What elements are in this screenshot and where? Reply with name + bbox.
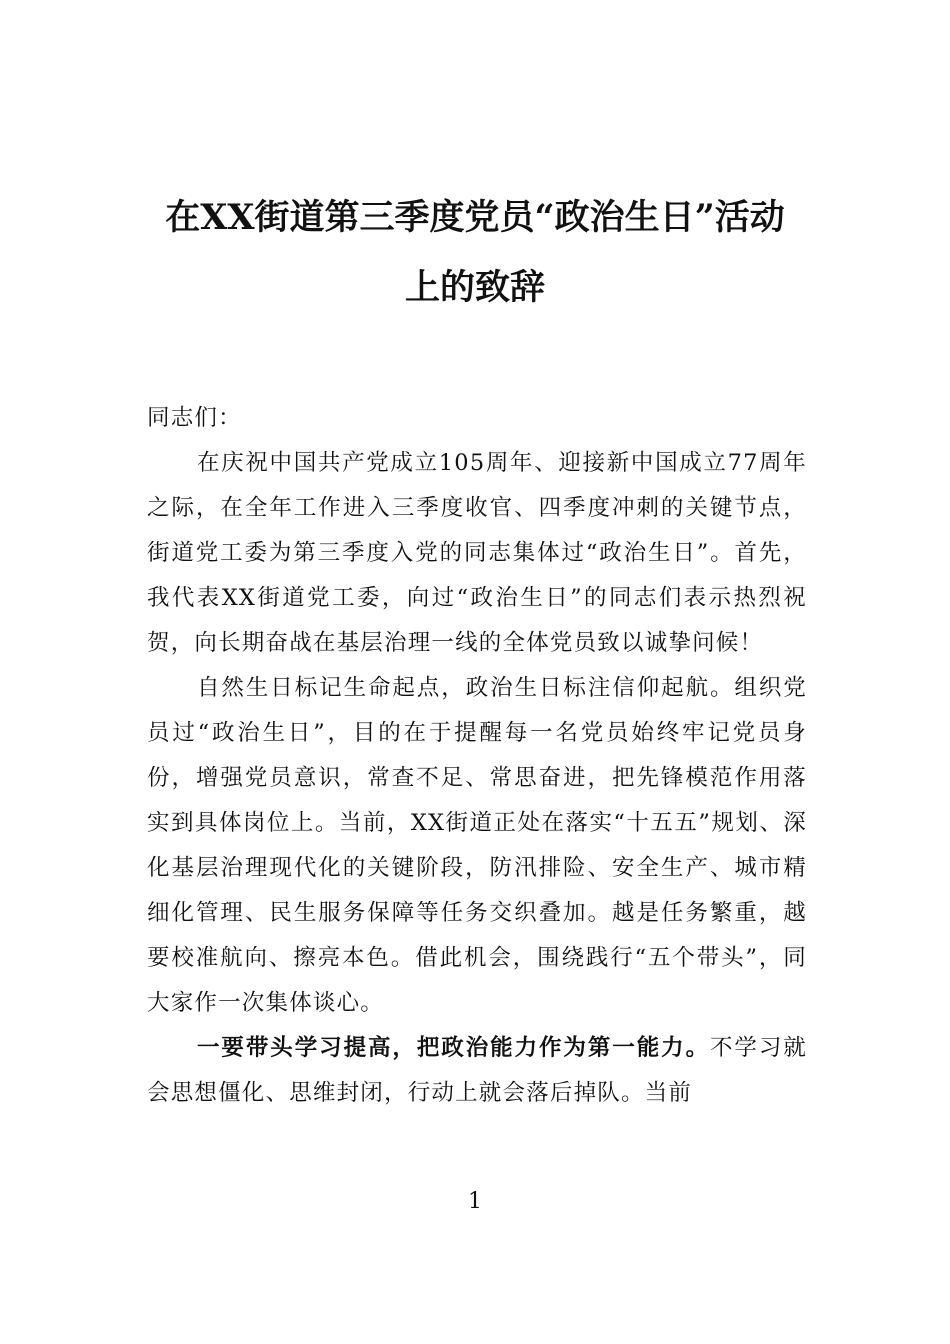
- document-title-line-2: 上的致辞: [404, 267, 545, 308]
- document-body: [147, 396, 807, 1116]
- salutation: 同志们：: [147, 405, 242, 431]
- document-title-line-1: 在XX街道第三季度党员“政治生日”活动: [165, 197, 785, 238]
- paragraph-3: [147, 1026, 807, 1116]
- paragraph-3-text: 不学习就会思想僵化、思维封闭，行动上就会落后掉队。当前: [147, 1035, 807, 1106]
- paragraph-2: 自然生日标记生命起点，政治生日标注信仰起航。组织党员过“政治生日”，目的在于提醒每一名党员始终牢记党员身份，增强党员意识，常查不足、常思奋进，把先锋模范作用落实到具体岗位上。当前，XX街道正处在落实“十五五”规划、深化基层治理现代化的关键阶段，防汛排险、安全生产、城市精细化管理、民生服务保障等任务交织叠加。越是任务繁重，越要校准航向、擦亮本色。借此机会，围绕践行“五个带头”，同大家作一次集体谈心。: [147, 675, 807, 1016]
- paragraph-1: 在庆祝中国共产党成立105周年、迎接新中国成立77周年之际，在全年工作进入三季度收官、四季度冲刺的关键节点，街道党工委为第三季度入党的同志集体过“政治生日”。首先，我代表XX街道党工委，向过“政治生日”的同志们表示热烈祝贺，向长期奋战在基层治理一线的全体党员致以诚挚问候！: [147, 450, 807, 656]
- paragraph-3-heading: 一要带头学习提高，把政治能力作为第一能力。: [197, 1035, 710, 1061]
- page-number: 1: [468, 1189, 482, 1214]
